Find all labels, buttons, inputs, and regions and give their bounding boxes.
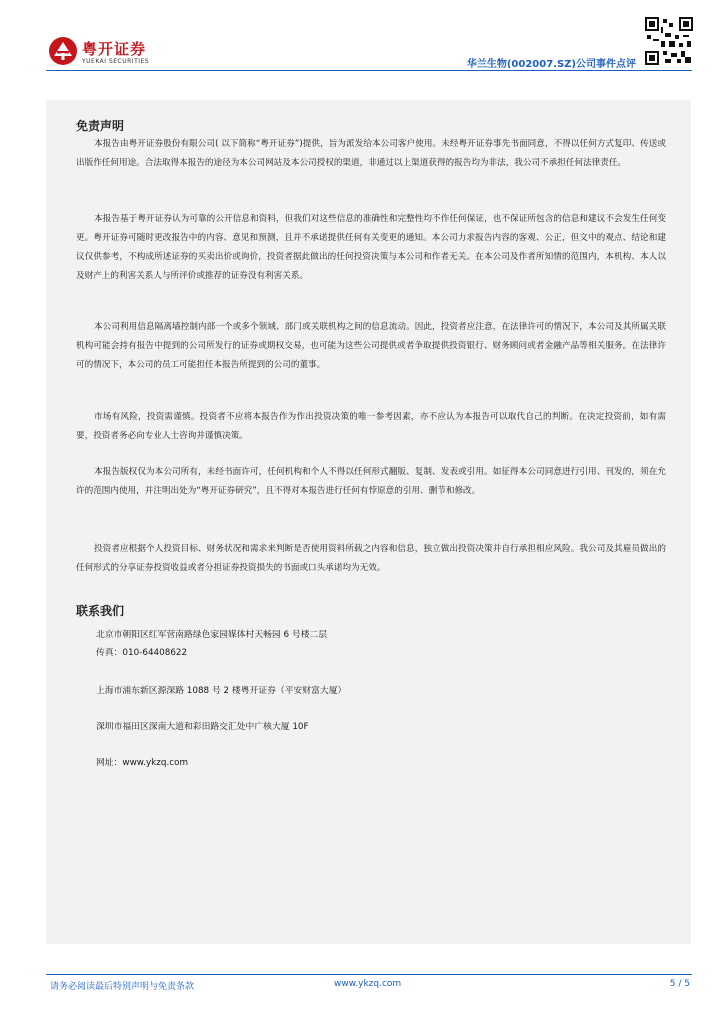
footer-divider — [46, 974, 692, 975]
disclaimer-paragraph: 投资者应根据个人投资目标、财务状况和需求来判断是否使用资料所载之内容和信息，独立做出投资决策并自行承担相应风险。我公司及其雇员做出的任何形式的分享证券投资收益或者分担证券投资损失的书面或口头承诺均为无效。 — [76, 544, 666, 573]
logo-english-name: YUEKAI SECURITIES — [82, 58, 150, 65]
contact-title: 联系我们 — [76, 604, 125, 618]
website-link[interactable]: 网址：www.ykzq.com — [96, 758, 189, 768]
footer-disclaimer-notice: 请务必阅读最后特别声明与免责条款 — [50, 982, 195, 992]
disclaimer-paragraph: 市场有风险，投资需谨慎。投资者不应将本报告作为作出投资决策的唯一参考因素，亦不应认为本报告可以取代自己的判断。在决定投资前，如有需要，投资者务必向专业人士咨询并谨慎决策。 — [76, 412, 666, 441]
shenzhen-address: 深圳市福田区深南大道和彩田路交汇处中广核大厦 10F — [96, 722, 309, 732]
logo-icon — [48, 36, 78, 66]
shanghai-address: 上海市浦东新区源深路 1088 号 2 楼粤开证券（平安财富大厦） — [96, 686, 347, 696]
page-header — [0, 0, 724, 80]
footer-website-link[interactable]: www.ykzq.com — [334, 979, 402, 989]
page-number: 5 / 5 — [669, 979, 690, 989]
header-divider — [46, 70, 692, 71]
disclaimer-paragraph: 本公司利用信息隔离墙控制内部一个或多个领域、部门或关联机构之间的信息流动。因此，投资者应注意，在法律许可的情况下，本公司及其所属关联机构可能会持有报告中提到的公司所发行的证券或期权交易，也可能为这些公司提供或者争取提供投资银行、财务顾问或者金融产品等相关服务。在法律许可的情况下，本公司的员工可能担任本报告所提到的公司的董事。 — [76, 322, 666, 370]
disclaimer-title: 免责声明 — [76, 119, 125, 133]
disclaimer-paragraph: 本报告版权仅为本公司所有，未经书面许可，任何机构和个人不得以任何形式翻版、复制、发表或引用。如征得本公司同意进行引用、刊发的，须在允许的范围内使用，并注明出处为“粤开证券研究”，且不得对本报告进行任何有悖原意的引用、删节和修改。 — [76, 467, 666, 496]
disclaimer-paragraph: 本报告基于粤开证券认为可靠的公开信息和资料，但我们对这些信息的准确性和完整性均不作任何保证，也不保证所包含的信息和建议不会发生任何变更。粤开证券可随时更改报告中的内容、意见和预测，且并不承诺提供任何有关变更的通知。本公司力求报告内容的客观、公正，但文中的观点、结论和建议仅供参考，不构成所述证券的买卖出价或询价，投资者据此做出的任何投资决策与本公司和作者无关。在本公司及作者所知情的范围内，本机构、本人以及财产上的利害关系人与所评价或推荐的证券没有利害关系。 — [76, 214, 666, 281]
beijing-address: 北京市朝阳区红军营南路绿色家园媒体村天畅园 6 号楼二层 — [96, 630, 328, 640]
disclaimer-paragraph: 本报告由粤开证券股份有限公司( 以下简称“粤开证券”)提供，旨为派发给本公司客户使用。未经粤开证券事先书面同意，不得以任何方式复印、传送或出版作任何用途。合法取得本报告的途径为本公司网站及本公司授权的渠道，非通过以上渠道获得的报告均为非法，我公司不承担任何法律责任。 — [76, 139, 666, 168]
company-logo — [48, 36, 158, 74]
fax-number: 传真：010-64408622 — [96, 648, 188, 658]
qr-code-icon — [645, 17, 693, 65]
logo-chinese-name: 粤开证券 — [82, 40, 147, 58]
report-title: 华兰生物(002007.SZ)公司事件点评 — [466, 59, 636, 70]
